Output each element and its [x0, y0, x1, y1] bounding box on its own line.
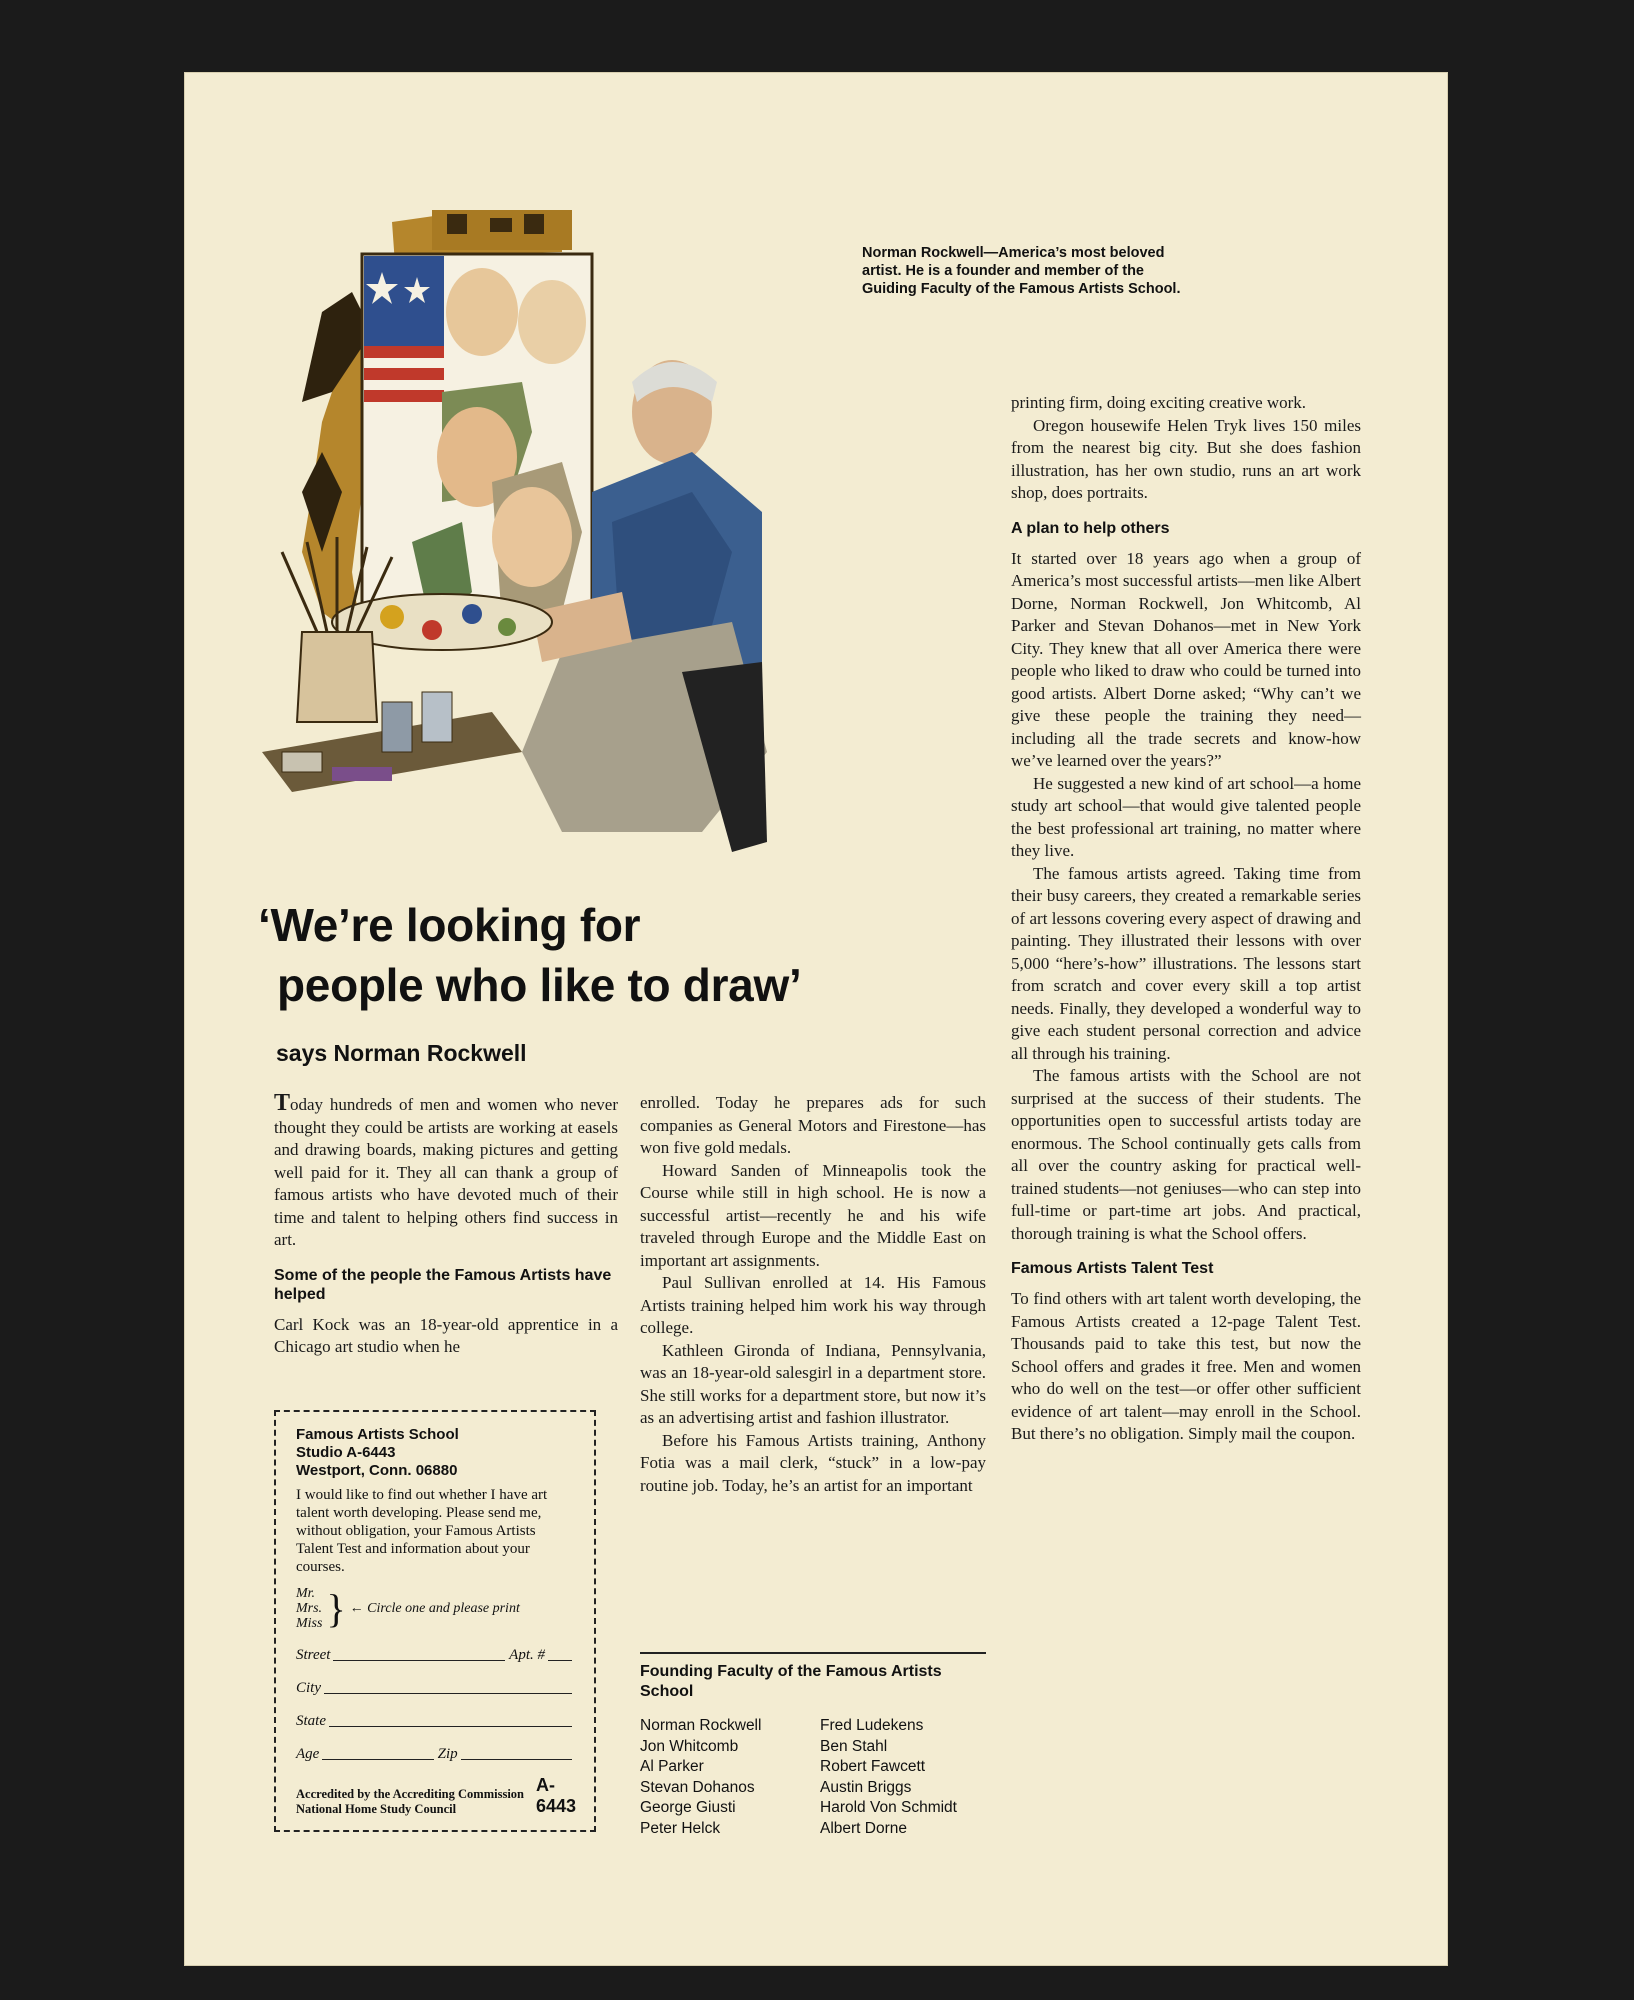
headline-line-2: people who like to draw’	[277, 959, 802, 1011]
title-mrs[interactable]: Mrs.	[296, 1601, 323, 1616]
faculty-list-right	[820, 1716, 957, 1839]
list-item: Austin Briggs	[820, 1778, 912, 1796]
circle-instruction: ← Circle one and please print	[349, 1601, 520, 1616]
column-3	[1011, 392, 1361, 1446]
founding-faculty	[640, 1652, 986, 1839]
coupon-address: Famous Artists School Studio A-6443 Westport, Conn. 06880	[296, 1426, 459, 1479]
list-item: Robert Fawcett	[820, 1758, 926, 1775]
paragraph: Paul Sullivan enrolled at 14. His Famous Artists training helped him work his way through college.	[640, 1273, 986, 1337]
subheadline: says Norman Rockwell	[276, 1040, 527, 1066]
paragraph: Oregon housewife Helen Tryk lives 150 miles from the nearest big city. But she does fashion illustration, has her own studio, runs an art work shop, does portraits.	[1011, 415, 1361, 502]
title-miss[interactable]: Miss	[296, 1616, 323, 1631]
illustration-caption: Norman Rockwell—America’s most beloved artist. He is a founder and member of the Guiding Faculty of the Famous Artists School.	[862, 245, 1181, 297]
coupon-footer	[296, 1775, 576, 1817]
paragraph: printing firm, doing exciting creative work.	[1011, 393, 1307, 412]
paragraph: Carl Kock was an 18-year-old apprentice in a Chicago art studio when he	[274, 1314, 618, 1356]
rockwell-illustration	[262, 192, 767, 884]
faculty-heading: Founding Faculty of the Famous Artists School	[640, 1663, 942, 1700]
list-item: Fred Ludekens	[820, 1717, 924, 1734]
list-item: Stevan Dohanos	[640, 1778, 755, 1796]
list-item: Norman Rockwell	[640, 1717, 762, 1734]
age-zip-field[interactable]: Age Zip	[296, 1746, 576, 1763]
accreditation-text: Accredited by the Accrediting Commission National Home Study Council	[296, 1787, 524, 1816]
headline	[258, 895, 958, 1015]
title-mr[interactable]: Mr.	[296, 1586, 316, 1601]
list-item: Albert Dorne	[820, 1819, 908, 1837]
paragraph: He suggested a new kind of art school—a home study art school—that would give talented people the best professional art training, no matter where they live.	[1011, 773, 1361, 860]
paragraph: Before his Famous Artists training, Anthony Fotia was a mail clerk, “stuck” in a low-pay routine job. Today, he’s an artist for an important	[640, 1430, 986, 1495]
paragraph: The famous artists with the School are not surprised at the success of their students. The opportunities open to successful artists today are enormous. The School continually gets calls from all over the country asking for practical well-trained students—not geniuses—who can step into full-time or part-time art jobs. And practical, thorough training is what the School offers.	[1011, 1066, 1361, 1243]
paragraph: enrolled. Today he prepares ads for such companies as General Motors and Firestone—has won five gold medals.	[640, 1093, 986, 1157]
column-1	[274, 1092, 618, 1359]
headline-line-1: ‘We’re looking for	[258, 899, 641, 951]
city-field[interactable]: City	[296, 1680, 576, 1697]
faculty-names	[640, 1716, 986, 1839]
intro-paragraph: Today hundreds of men and women who never thought they could be artists are working at easels and drawing boards, making pictures and getting well paid for it. They all can thank a group of famous artists who have devoted much of their time and talent to helping others find success in art.	[274, 1090, 618, 1249]
coupon-title-select[interactable]	[296, 1586, 576, 1631]
paragraph: It started over 18 years ago when a group of America’s most successful artists—men like Albert Dorne, Norman Rockwell, Jon Whitcomb, Al Parker and Stevan Dohanos—met in New York City. They knew that all over America there were people who liked to draw who could be turned into good artists. Albert Dorne asked; “Why can’t we give these people the training they need—including all the trade secrets and know-how we’ve learned over the years?”	[1011, 548, 1361, 770]
list-item: Jon Whitcomb	[640, 1737, 739, 1755]
brace-icon: }	[326, 1585, 346, 1631]
list-item: Harold Von Schmidt	[820, 1799, 957, 1816]
faculty-list-left	[640, 1716, 820, 1839]
mail-in-coupon[interactable]	[274, 1410, 596, 1832]
section-heading-talent-test: Famous Artists Talent Test	[1011, 1260, 1214, 1277]
section-heading-helped: Some of the people the Famous Artists have helped	[274, 1266, 612, 1303]
drop-cap: T	[274, 1090, 291, 1116]
paragraph: The famous artists agreed. Taking time from their busy careers, they created a remarkable series of art lessons covering every aspect of drawing and painting. They illustrated their lessons with over 5,000 “here’s-how” illustrations. The lessons start from scratch and cover every skill a top artist needs. Finally, they developed a wonderful way to give each student personal correction and advice all through his training.	[1011, 863, 1361, 1063]
column-2	[640, 1092, 986, 1497]
coupon-request-text: I would like to find out whether I have art talent worth developing. Please send me, without obligation, your Famous Artists Talent Test and information about your courses.	[296, 1487, 548, 1575]
street-field[interactable]: Street Apt. #	[296, 1647, 576, 1664]
list-item: Peter Helck	[640, 1819, 721, 1837]
list-item: Ben Stahl	[820, 1737, 888, 1755]
coupon-code: A-6443	[535, 1775, 576, 1816]
paragraph: To find others with art talent worth developing, the Famous Artists created a 12-page Talent Test. Thousands paid to take this test, but now the School offers and grades it free. Men and women who do well on the test—or offer other sufficient evidence of art talent—may enroll in the School. But there’s no obligation. Simply mail the coupon.	[1011, 1289, 1361, 1443]
list-item: Al Parker	[640, 1758, 704, 1775]
state-field[interactable]: State	[296, 1713, 576, 1730]
list-item: George Giusti	[640, 1799, 736, 1816]
paragraph: Kathleen Gironda of Indiana, Pennsylvania, was an 18-year-old salesgirl in a department store. She still works for a department store, but now it’s as an advertising artist and fashion illustrator.	[640, 1340, 986, 1427]
section-heading-plan: A plan to help others	[1011, 519, 1170, 537]
paragraph: Howard Sanden of Minneapolis took the Course while still in high school. He is now a successful artist—recently he and his wife traveled through Europe and the Middle East on important art assignments.	[640, 1160, 986, 1270]
